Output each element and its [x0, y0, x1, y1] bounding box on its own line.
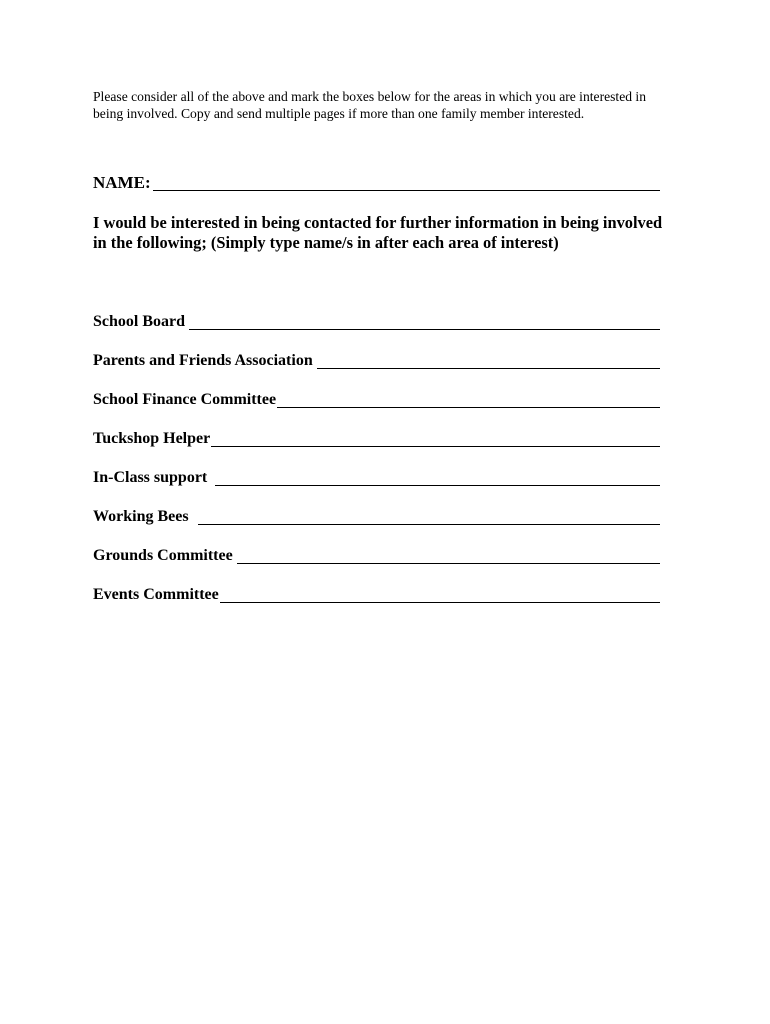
area-label: Working Bees: [93, 508, 189, 525]
area-row-events-committee: [93, 585, 660, 605]
area-label: Grounds Committee: [93, 547, 233, 564]
name-entry-line[interactable]: [153, 175, 660, 191]
instruction-paragraph: I would be interested in being contacted for further information in being involved in the following; (Simply type name/s in after each area of interest): [93, 213, 663, 252]
name-label: NAME:: [93, 173, 151, 192]
area-row-parents-and-friends: [93, 351, 660, 371]
area-entry-line[interactable]: [237, 548, 660, 564]
area-entry-line[interactable]: [189, 314, 660, 330]
area-label: School Board: [93, 313, 186, 330]
area-entry-line[interactable]: [198, 509, 660, 525]
area-entry-line[interactable]: [211, 431, 660, 447]
area-entry-line[interactable]: [215, 470, 660, 486]
name-row: [93, 173, 660, 193]
area-label: Parents and Friends Association: [93, 352, 313, 369]
area-row-school-board: [93, 312, 660, 332]
area-entry-line[interactable]: [317, 353, 660, 369]
area-row-in-class-support: [93, 468, 660, 488]
intro-paragraph: Please consider all of the above and mark the boxes below for the areas in which you are interested in being involved. Copy and send multiple pages if more than one family member interested.: [93, 89, 646, 121]
area-label: School Finance Committee: [93, 391, 277, 408]
area-row-working-bees: [93, 507, 660, 527]
area-entry-line[interactable]: [220, 587, 660, 603]
area-label: In-Class support: [93, 469, 208, 486]
area-row-grounds-committee: [93, 546, 660, 566]
area-row-tuckshop-helper: [93, 429, 660, 449]
area-entry-line[interactable]: [277, 392, 660, 408]
area-label: Events Committee: [93, 586, 219, 603]
area-row-school-finance: [93, 390, 660, 410]
area-label: Tuckshop Helper: [93, 430, 211, 447]
